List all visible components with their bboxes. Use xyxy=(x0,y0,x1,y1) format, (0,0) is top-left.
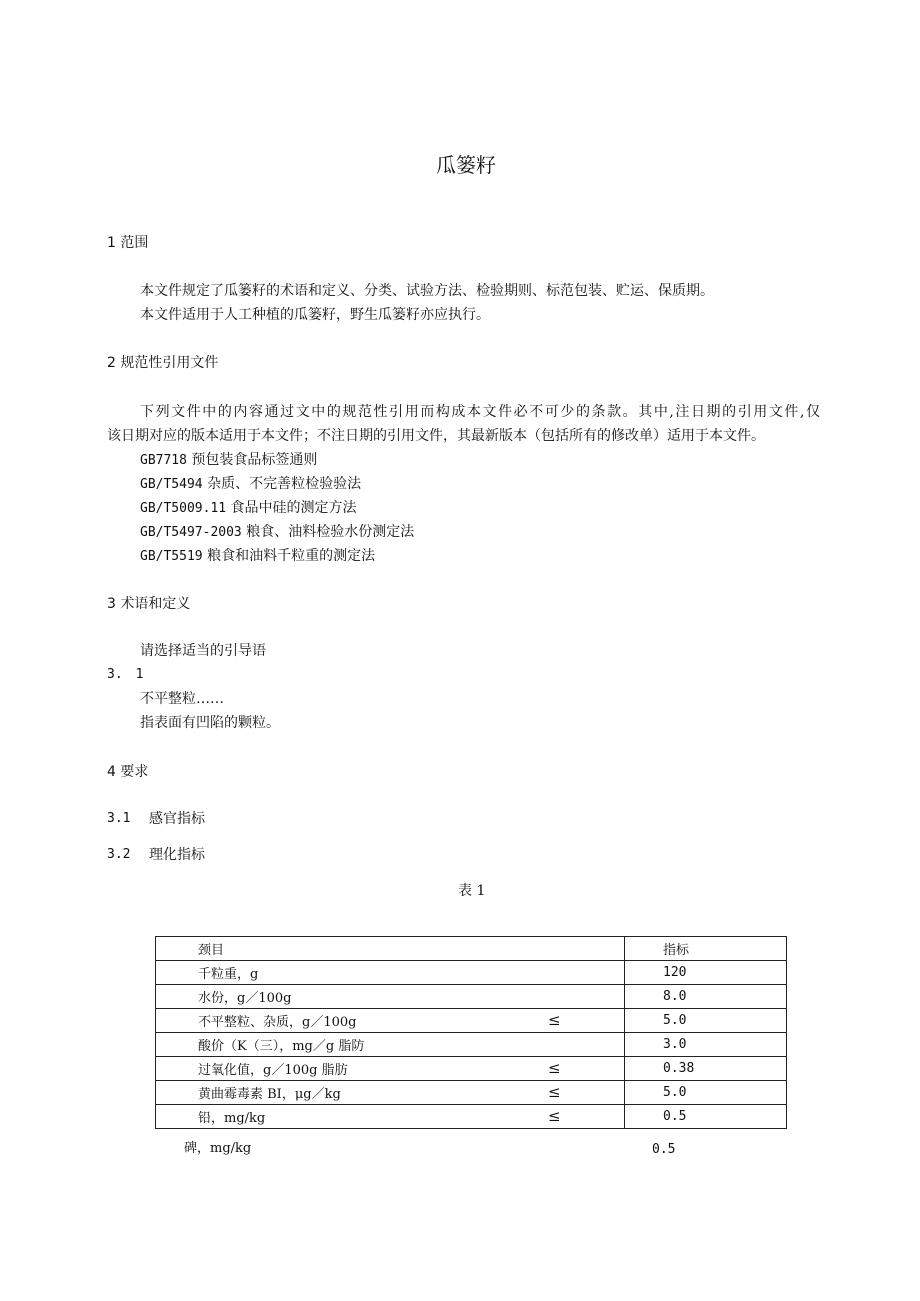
row-value: 120 xyxy=(625,961,787,985)
section-heading-terms: 3 术语和定义 xyxy=(107,596,191,612)
reference-text: 食品中硅的测定方法 xyxy=(230,500,357,516)
section-heading-scope: 1 范围 xyxy=(107,235,149,251)
section-heading-requirements: 4 要求 xyxy=(107,764,149,780)
row-item: 千粒重，g xyxy=(198,967,259,982)
row-value: 5.0 xyxy=(625,1081,787,1105)
comparison-symbol: ≤ xyxy=(548,1107,561,1125)
subsection-label-sensory: 感官指标 xyxy=(149,811,205,827)
scope-line-1: 本文件规定了瓜篓籽的术语和定义、分类、试验方法、检验期则、标范包装、贮运、保质期。 xyxy=(140,283,714,299)
reference-text: 预包装食品标签通则 xyxy=(191,452,318,468)
term-name: 不平整粒…… xyxy=(140,691,224,707)
subsection-number-sensory: 3.1 xyxy=(107,811,131,826)
row-item: 水份，g／100g xyxy=(198,991,292,1006)
table-row xyxy=(156,1105,787,1129)
table-row xyxy=(156,985,787,1009)
comparison-symbol: ≤ xyxy=(548,1011,561,1029)
reference-item xyxy=(140,499,357,518)
reference-text: 杂质、不完善粒检验验法 xyxy=(207,476,362,492)
term-definition: 指表面有凹陷的颗粒。 xyxy=(140,715,280,731)
reference-code: GB/T5497-2003 xyxy=(140,525,242,540)
row-value: 5.0 xyxy=(625,1009,787,1033)
row-item: 不平整粒、杂质，g／100g xyxy=(198,1015,357,1030)
normative-intro-line-1: 下列文件中的内容通过文中的规范性引用而构成本文件必不可少的条款。其中,注日期的引用文件,仅 xyxy=(140,404,820,420)
reference-text: 粮食、油料检验水份测定法 xyxy=(246,524,415,540)
normative-intro-line-2: 该日期对应的版本适用于本文件；不注日期的引用文件，其最新版本（包括所有的修改单）适用于本文件。 xyxy=(107,428,765,444)
table-header-row xyxy=(156,937,787,961)
term-number: 3. 1 xyxy=(107,667,144,682)
reference-text: 粮食和油料千粒重的测定法 xyxy=(207,548,376,564)
extra-row-item: 碑，mg/kg xyxy=(184,1141,252,1156)
reference-code: GB/T5519 xyxy=(140,549,203,564)
reference-code: GB7718 xyxy=(140,453,187,468)
row-item: 酸价（K（三），mg／g 脂防 xyxy=(198,1039,365,1054)
header-value: 指标 xyxy=(625,937,787,961)
table-caption: 表 1 xyxy=(458,883,486,899)
subsection-number-physchem: 3.2 xyxy=(107,847,131,862)
reference-item xyxy=(140,547,375,566)
row-item: 铅，mg/kg xyxy=(198,1111,266,1126)
row-value: 8.0 xyxy=(625,985,787,1009)
row-item: 黄曲霉毒素 BI，μg／kg xyxy=(198,1087,341,1102)
table-row xyxy=(156,1009,787,1033)
reference-item xyxy=(140,475,361,494)
comparison-symbol: ≤ xyxy=(548,1083,561,1101)
row-value: 3.0 xyxy=(625,1033,787,1057)
row-value: 0.5 xyxy=(625,1105,787,1129)
scope-line-2: 本文件适用于人工种植的瓜篓籽，野生瓜篓籽亦应执行。 xyxy=(140,307,490,323)
reference-code: GB/T5009.11 xyxy=(140,501,227,516)
table-row xyxy=(156,1057,787,1081)
document-title: 瓜篓籽 xyxy=(436,153,496,177)
comparison-symbol: ≤ xyxy=(548,1059,561,1077)
terms-lead: 请选择适当的引导语 xyxy=(140,643,266,659)
extra-row-value: 0.5 xyxy=(652,1142,676,1157)
table-row xyxy=(156,961,787,985)
header-item: 颈目 xyxy=(156,937,625,961)
subsection-label-physchem: 理化指标 xyxy=(149,847,205,863)
table-row xyxy=(156,1033,787,1057)
row-value: 0.38 xyxy=(625,1057,787,1081)
row-item: 过氧化值，g／100g 脂肪 xyxy=(198,1063,348,1078)
spec-table xyxy=(155,936,787,1129)
reference-item xyxy=(140,451,317,470)
reference-code: GB/T5494 xyxy=(140,477,203,492)
section-heading-normative: 2 规范性引用文件 xyxy=(107,355,219,371)
reference-item xyxy=(140,523,414,542)
table-row xyxy=(156,1081,787,1105)
